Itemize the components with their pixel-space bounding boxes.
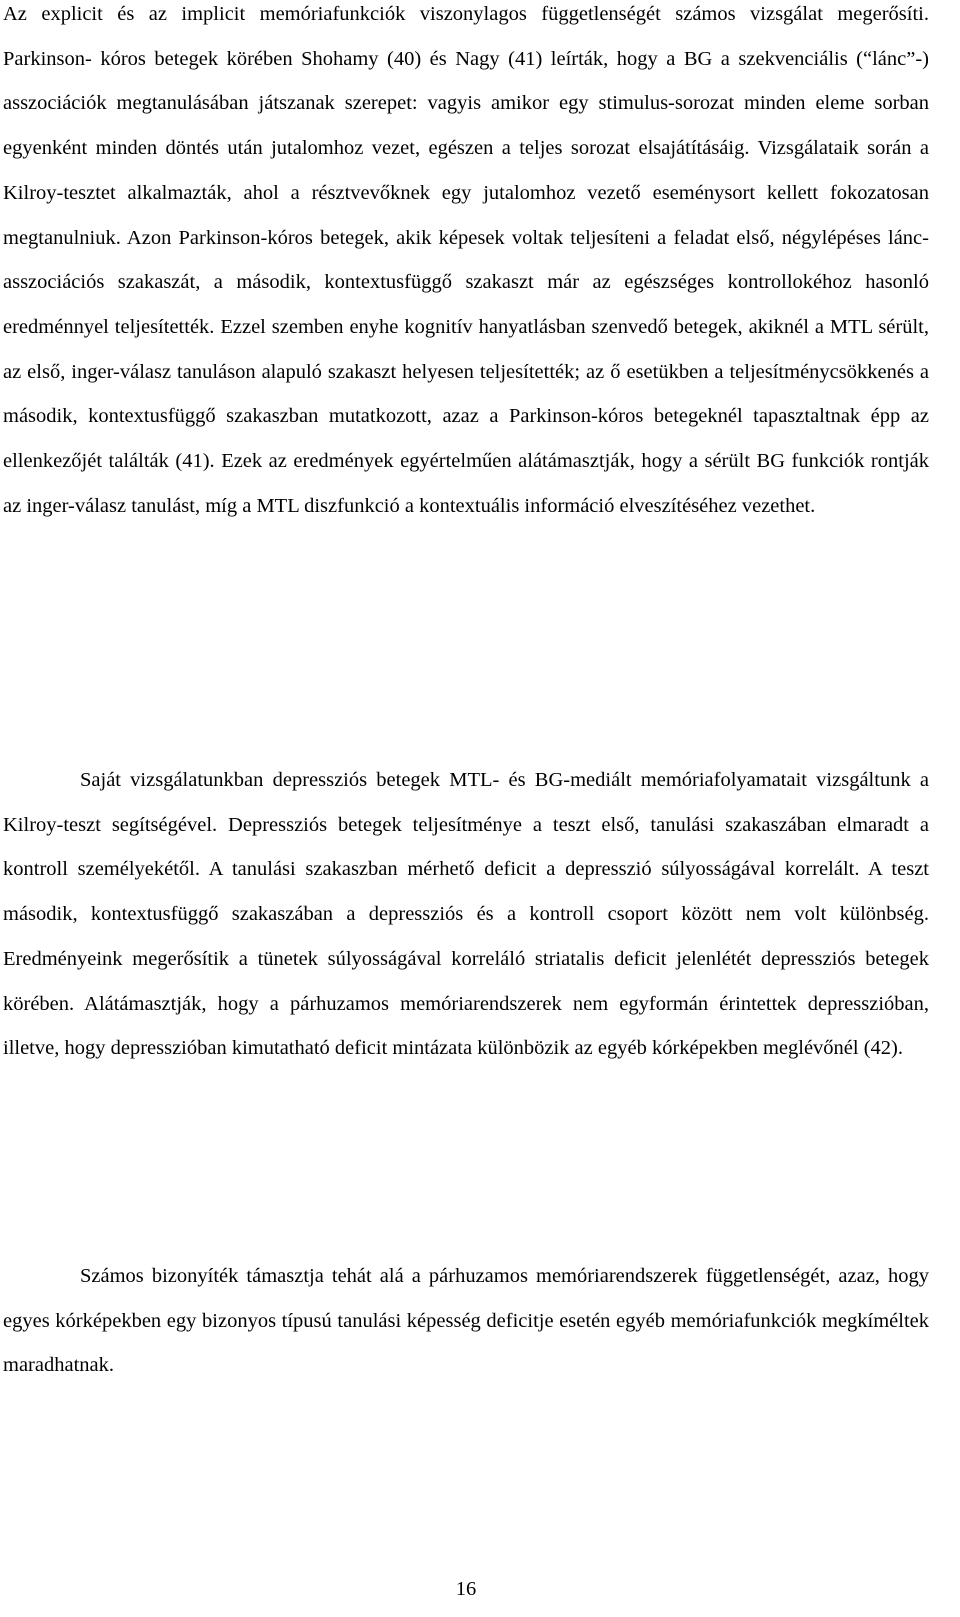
paragraph-conclusion: Számos bizonyíték támasztja tehát alá a párhuzamos memóriarendszerek függetlenségét, azaz, hogy egyes kórképekben egy bizonyos típusú tanulási képesség deficitje esetén egyéb memóriafunkciók megkíméltek maradhatnak. <box>3 1265 929 1377</box>
paragraph-own-study: Saját vizsgálatunkban depressziós betegek MTL- és BG-mediált memóriafolyamatait vizsgáltunk a Kilroy-teszt segítségével. Depressziós betegek teljesítménye a teszt első, tanulási szakaszában elmaradt a kontroll személyekétől. A tanulási szakaszban mérhető deficit a depresszió súlyosságával korrelált. A teszt második, kontextusfüggő szakaszában a depressziós és a kontroll csoport között nem volt különbség. Eredményeink megerősítik a tünetek súlyosságával korreláló striatalis deficit jelenlétét depressziós betegek körében. Alátámasztják, hogy a párhuzamos memóriarendszerek nem egyformán érintettek depresszióban, illetve, hogy depresszióban kimutatható deficit mintázata különbözik az egyéb kórképekben meglévőnél (42). <box>3 769 929 1060</box>
page-number: 16 <box>455 1578 477 1600</box>
paragraph-memory-independence: Az explicit és az implicit memóriafunkciók viszonylagos függetlenségét számos vizsgálat megerősíti. Parkinson- kóros betegek körében Shohamy (40) és Nagy (41) leírták, hogy a BG a szekvenciális (“lánc”-) asszociációk megtanulásában játszanak szerepet: vagyis amikor egy stimulus-sorozat minden eleme sorban egyenként minden döntés után jutalomhoz vezet, egészen a teljes sorozat elsajátításáig. Vizsgálataik során a Kilroy-tesztet alkalmazták, ahol a résztvevőknek egy jutalomhoz vezető eseménysort kellett fokozatosan megtanulniuk. Azon Parkinson-kóros betegek, akik képesek voltak teljesíteni a feladat első, négylépéses lánc-asszociációs szakaszát, a második, kontextusfüggő szakaszt már az egészséges kontrollokéhoz hasonló eredménnyel teljesítették. Ezzel szemben enyhe kognitív hanyatlásban szenvedő betegek, akiknél a MTL sérült, az első, inger-válasz tanuláson alapuló szakaszt helyesen teljesítették; az ő esetükben a teljesítménycsökkenés a második, kontextusfüggő szakaszban mutatkozott, azaz a Parkinson-kóros betegeknél tapasztaltnak épp az ellenkezőjét találták (41). Ezek az eredmények egyértelműen alátámasztják, hogy a sérült BG funkciók rontják az inger-válasz tanulást, míg a MTL diszfunkció a kontextuális információ elveszítéséhez vezethet. <box>3 3 929 517</box>
